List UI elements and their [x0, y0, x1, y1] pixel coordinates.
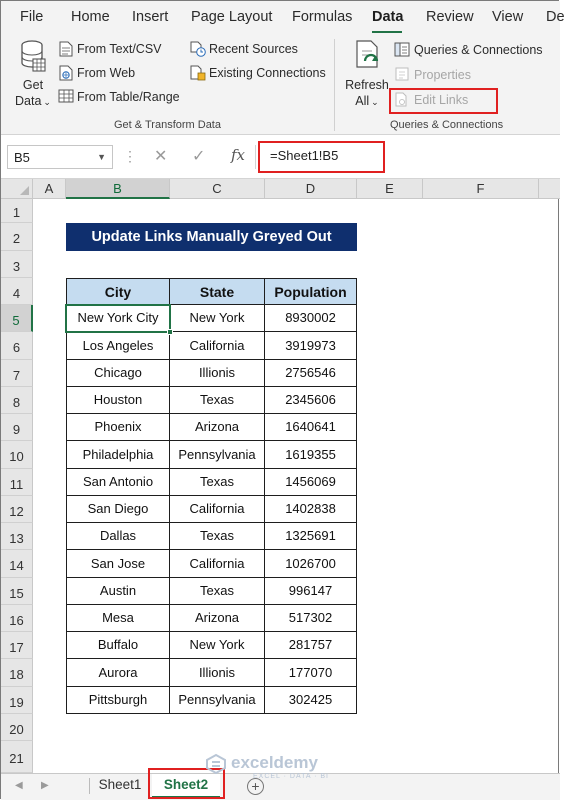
table-cell-city[interactable]: Mesa	[66, 605, 170, 632]
cancel-icon[interactable]: ✕	[154, 148, 168, 165]
row-header-2[interactable]: 2	[1, 223, 33, 251]
insert-function-icon[interactable]: fx	[231, 146, 246, 164]
enter-icon[interactable]: ✓	[192, 148, 206, 165]
table-cell-state[interactable]: California	[170, 550, 265, 578]
chevron-down-icon[interactable]: ▼	[97, 152, 106, 162]
row-header-9[interactable]: 9	[1, 414, 33, 441]
fill-handle[interactable]	[167, 329, 173, 335]
row-header-21[interactable]: 21	[1, 741, 33, 773]
get-data-button[interactable]	[13, 77, 53, 110]
table-cell-population[interactable]: 1456069	[265, 469, 357, 496]
row-header-3[interactable]: 3	[1, 251, 33, 278]
tab-formulas[interactable]: Formulas	[292, 9, 353, 25]
select-all-button[interactable]	[1, 179, 33, 199]
row-header-6[interactable]: 6	[1, 332, 33, 360]
column-header-b[interactable]: B	[66, 179, 170, 199]
table-cell-population[interactable]: 996147	[265, 578, 357, 605]
get-data-label: Get Data	[15, 78, 44, 108]
formula-highlight	[258, 141, 385, 173]
table-cell-city[interactable]: Phoenix	[66, 414, 170, 441]
table-cell-city[interactable]: San Diego	[66, 496, 170, 523]
row-header-18[interactable]: 18	[1, 659, 33, 687]
row-header-5[interactable]: 5	[1, 305, 33, 332]
row-header-11[interactable]: 11	[1, 469, 33, 496]
table-cell-population[interactable]: 517302	[265, 605, 357, 632]
table-icon	[58, 89, 74, 103]
row-header-19[interactable]: 19	[1, 687, 33, 714]
refresh-all-label: Refresh All	[345, 78, 389, 108]
queries-connections-icon	[394, 42, 410, 57]
add-sheet-icon[interactable]: +	[247, 778, 264, 795]
row-header-15[interactable]: 15	[1, 578, 33, 605]
ribbon-tab-bar	[1, 1, 565, 33]
from-web-button[interactable]: From Web	[77, 66, 136, 80]
table-cell-state[interactable]: California	[170, 332, 265, 360]
row-header-17[interactable]: 17	[1, 632, 33, 659]
table-header-city[interactable]: City	[66, 278, 170, 305]
scroll-left-icon[interactable]: ◀	[15, 780, 23, 791]
table-cell-state[interactable]: Arizona	[170, 414, 265, 441]
tab-file[interactable]: File	[20, 9, 44, 25]
refresh-all-button[interactable]	[345, 77, 389, 110]
table-cell-city[interactable]: Los Angeles	[66, 332, 170, 360]
get-transform-group-label: Get & Transform Data	[114, 119, 221, 131]
row-header-8[interactable]: 8	[1, 387, 33, 414]
exceldemy-logo-icon	[205, 753, 227, 775]
table-cell-city[interactable]: Pittsburgh	[66, 687, 170, 714]
table-cell-state[interactable]: California	[170, 496, 265, 523]
table-cell-city[interactable]: San Antonio	[66, 469, 170, 496]
tab-divider	[89, 778, 90, 794]
queries-connections-button[interactable]: Queries & Connections	[414, 43, 543, 57]
table-cell-population[interactable]: 8930002	[265, 305, 357, 332]
chevron-down-icon: ⌄	[371, 97, 379, 107]
table-cell-population[interactable]: 1640641	[265, 414, 357, 441]
table-cell-population[interactable]: 302425	[265, 687, 357, 714]
table-cell-city[interactable]: Dallas	[66, 523, 170, 550]
chevron-down-icon: ⌄	[43, 97, 51, 107]
queries-connections-group-label: Queries & Connections	[390, 119, 504, 131]
table-cell-state[interactable]: Texas	[170, 387, 265, 414]
properties-button[interactable]: Properties	[414, 68, 471, 82]
table-cell-state[interactable]: Arizona	[170, 605, 265, 632]
table-cell-population[interactable]: 3919973	[265, 332, 357, 360]
tab-data[interactable]: Data	[372, 9, 404, 25]
sheet-tab-sheet1[interactable]: Sheet1	[98, 777, 142, 792]
row-header-16[interactable]: 16	[1, 605, 33, 632]
scroll-right-icon[interactable]: ▶	[41, 780, 49, 791]
tab-home[interactable]: Home	[71, 9, 110, 25]
table-cell-city[interactable]: Chicago	[66, 360, 170, 387]
table-cell-state[interactable]: Texas	[170, 469, 265, 496]
table-cell-state[interactable]: New York	[170, 305, 265, 332]
active-cell-outline	[65, 304, 171, 333]
properties-icon	[394, 66, 410, 82]
ribbon-data-panel	[1, 33, 560, 135]
row-header-13[interactable]: 13	[1, 523, 33, 550]
table-cell-population[interactable]: 1619355	[265, 441, 357, 469]
formula-text: =Sheet1!B5	[270, 148, 339, 163]
row-header-14[interactable]: 14	[1, 550, 33, 578]
table-cell-city[interactable]: Philadelphia	[66, 441, 170, 469]
edit-links-button[interactable]: Edit Links	[414, 93, 469, 107]
tab-view[interactable]: View	[492, 9, 524, 25]
table-cell-city[interactable]: Aurora	[66, 659, 170, 687]
table-cell-state[interactable]: Pennsylvania	[170, 441, 265, 469]
web-page-icon	[59, 65, 73, 81]
watermark-tagline: EXCEL · DATA · BI	[253, 773, 329, 780]
sheet-tab-sheet2[interactable]: Sheet2	[152, 774, 220, 798]
from-table-range-button[interactable]: From Table/Range	[77, 90, 180, 104]
table-cell-city[interactable]: San Jose	[66, 550, 170, 578]
column-header-d[interactable]: D	[265, 179, 357, 199]
text-file-icon	[59, 41, 73, 57]
table-cell-population[interactable]: 2345606	[265, 387, 357, 414]
tab-page-layout[interactable]: Page Layout	[191, 9, 273, 25]
recent-sources-icon	[190, 41, 206, 57]
formula-bar	[1, 135, 560, 179]
select-all-icon	[20, 186, 29, 195]
table-cell-state[interactable]: Illionis	[170, 659, 265, 687]
column-header-c[interactable]: C	[170, 179, 265, 199]
recent-sources-button[interactable]: Recent Sources	[209, 42, 298, 56]
table-cell-state[interactable]: New York	[170, 632, 265, 659]
column-header-e[interactable]: E	[357, 179, 423, 199]
table-cell-city[interactable]: Houston	[66, 387, 170, 414]
row-header-4[interactable]: 4	[1, 278, 33, 305]
tab-review[interactable]: Review	[426, 9, 474, 25]
table-cell-population[interactable]: 281757	[265, 632, 357, 659]
table-cell-city[interactable]: Austin	[66, 578, 170, 605]
tab-developer[interactable]: De	[546, 9, 565, 25]
table-cell-population[interactable]: 177070	[265, 659, 357, 687]
group-divider	[334, 39, 335, 131]
tab-insert[interactable]: Insert	[132, 9, 169, 25]
edit-links-highlight	[389, 88, 498, 114]
table-cell-state[interactable]: Texas	[170, 523, 265, 550]
row-header-12[interactable]: 12	[1, 496, 33, 523]
table-cell-population[interactable]: 2756546	[265, 360, 357, 387]
from-text-csv-button[interactable]: From Text/CSV	[77, 42, 162, 56]
database-icon[interactable]	[19, 39, 47, 73]
existing-connections-button[interactable]: Existing Connections	[209, 66, 326, 80]
name-box-value: B5	[14, 150, 30, 165]
table-cell-city[interactable]: Buffalo	[66, 632, 170, 659]
table-cell-population[interactable]: 1325691	[265, 523, 357, 550]
table-cell-state[interactable]: Pennsylvania	[170, 687, 265, 714]
row-header-1[interactable]: 1	[1, 199, 33, 223]
sheet-title-cell[interactable]: Update Links Manually Greyed Out	[66, 223, 357, 251]
row-header-20[interactable]: 20	[1, 714, 33, 741]
table-cell-state[interactable]: Illionis	[170, 360, 265, 387]
table-cell-population[interactable]: 1026700	[265, 550, 357, 578]
more-icon: ⋮	[123, 148, 135, 164]
existing-connections-icon	[190, 65, 206, 81]
table-cell-city[interactable]: New York City	[66, 305, 170, 332]
column-header-g[interactable]	[539, 179, 560, 199]
column-header-f[interactable]: F	[423, 179, 539, 199]
refresh-icon[interactable]	[353, 39, 383, 71]
table-cell-state[interactable]: Texas	[170, 578, 265, 605]
table-header-state[interactable]: State	[170, 278, 265, 305]
row-header-7[interactable]: 7	[1, 360, 33, 387]
table-header-population[interactable]: Population	[265, 278, 357, 305]
table-cell-population[interactable]: 1402838	[265, 496, 357, 523]
row-header-10[interactable]: 10	[1, 441, 33, 469]
column-header-a[interactable]: A	[33, 179, 66, 199]
name-box[interactable]	[7, 145, 113, 169]
watermark-name: exceldemy	[231, 753, 318, 772]
